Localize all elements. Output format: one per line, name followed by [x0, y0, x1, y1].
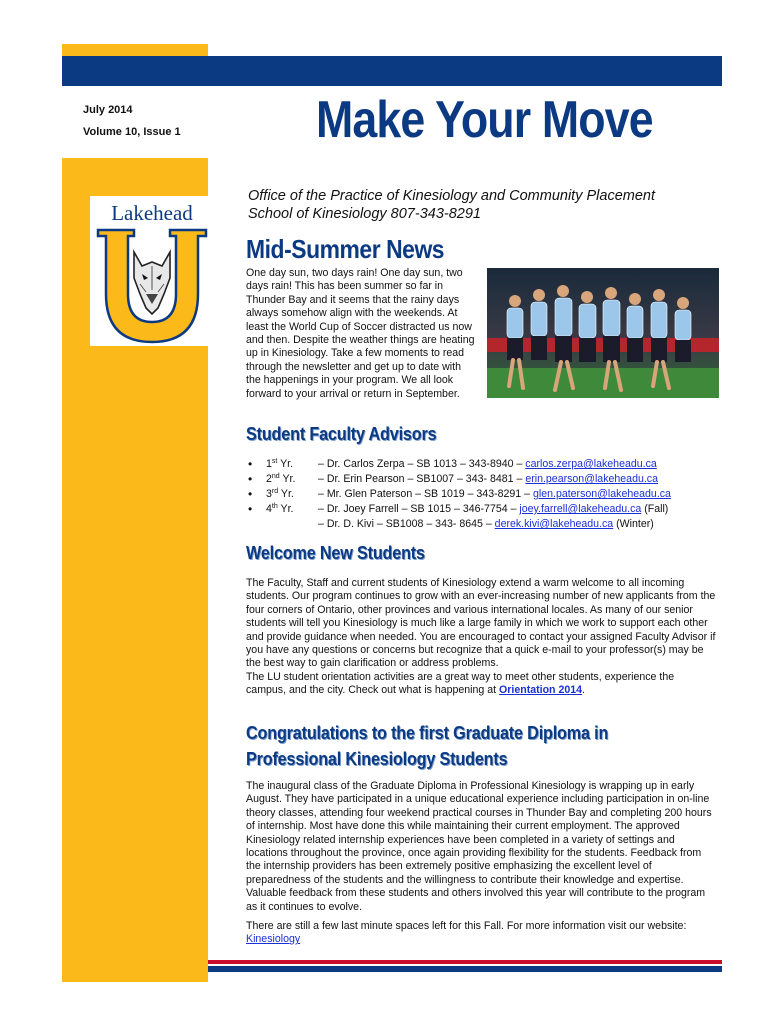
mid-summer-heading: Mid-Summer News — [246, 234, 445, 264]
left-gold-sidebar — [62, 44, 208, 982]
advisor-item: • 3rd Yr. – Mr. Glen Paterson – SB 1019 – 343-8291 – glen.paterson@lakeheadu.ca — [246, 487, 726, 502]
welcome-paragraph: The Faculty, Staff and current students of Kinesiology extend a warm welcome to all incoming students. Our program continues to grow with an ever-increasing number of new applicants from the four corners of Ontario, other provinces and various international locales. As many of our senior students will tell you Kinesiology is much like a large family in which we work to support each other and provide guidance when needed. You are encouraged to contact your assigned Faculty Advisor if you have any questions or concerns but recognize that a quick e-mail to your professor(s) may be the best way to gain clarification or address problems. — [246, 577, 716, 670]
office-info — [248, 187, 655, 223]
issue-volume: Volume 10, Issue 1 — [83, 126, 181, 138]
issue-date: July 2014 — [83, 104, 133, 116]
advisor-item: • 2nd Yr. – Dr. Erin Pearson – SB1007 – 343- 8481 – erin.pearson@lakeheadu.ca — [246, 472, 726, 487]
masthead-info-box — [62, 86, 208, 158]
kinesiology-website-link[interactable]: Kinesiology — [246, 933, 301, 946]
logo-text: Lakehead — [111, 201, 193, 225]
header-blue-bar — [62, 56, 722, 86]
advisor-email-link[interactable]: carlos.zerpa@lakeheadu.ca — [525, 458, 657, 470]
advisor-email-link[interactable]: erin.pearson@lakeheadu.ca — [525, 473, 658, 485]
graduate-body: The inaugural class of the Graduate Diploma in Professional Kinesiology is wrapping up in early August. They have participated in a unique educational experience including participation in on-line theory classes, attending four weekend practical courses in Thunder Bay and completing 200 hours of internship. Most have done this while maintaining their current employment. The approved Kinesiology related internship experiences have been completed in a variety of settings and locations throughout the province, once again providing flexibility for the students. Feedback from the internship providers has been extremely positive emphasizing the excellent level of preparedness of the students and the willingness to contribute their knowledge and expertise. Valuable feedback from these students and others involved this year will contribute to the program as it continues to evolve. — [246, 780, 712, 913]
footer-red-rule — [208, 960, 722, 964]
advisor-email-link[interactable]: glen.paterson@lakeheadu.ca — [532, 488, 671, 500]
soccer-team-photo — [487, 268, 719, 398]
orientation-link[interactable]: Orientation 2014 — [499, 684, 583, 697]
advisor-item-continued: – Dr. D. Kivi – SB1008 – 343- 8645 – derek.kivi@lakeheadu.ca (Winter) — [318, 518, 654, 530]
advisors-list — [246, 457, 726, 532]
advisor-item: • 4th Yr. – Dr. Joey Farrell – SB 1015 – 346-7754 – joey.farrell@lakeheadu.ca (Fall) — [246, 502, 726, 517]
school-phone-line: School of Kinesiology 807-343-8291 — [248, 206, 481, 222]
graduate-more-info: There are still a few last minute spaces left for this Fall. For more information visit our website: Kinesiology — [246, 920, 687, 946]
graduate-heading: Congratulations to the first Graduate Diploma in Professional Kinesiology Students — [246, 723, 609, 769]
lakehead-logo — [90, 196, 214, 346]
advisor-item: • 1st Yr. – Dr. Carlos Zerpa – SB 1013 – 343-8940 – carlos.zerpa@lakeheadu.ca — [246, 457, 726, 472]
footer-blue-rule — [208, 966, 722, 972]
mid-summer-body: One day sun, two days rain! One day sun, two days rain! This has been summer so far in Thunder Bay and it seems that the rainy days always somehow align with the weekends. At least the World Cup of Soccer distracted us now and then. Despite the weather things are heating up in Kinesiology. Take a few moments to read through the newsletter and get up to date with the happenings in your program. We all look forward to your arrival or return in September. — [246, 267, 475, 400]
office-line: Office of the Practice of Kinesiology and Community Placement — [248, 188, 655, 204]
advisors-heading: Student Faculty Advisors — [246, 424, 437, 444]
welcome-body — [246, 577, 716, 698]
newsletter-title: Make Your Move — [316, 91, 653, 149]
advisor-email-link[interactable]: derek.kivi@lakeheadu.ca — [494, 518, 614, 530]
welcome-heading: Welcome New Students — [246, 543, 425, 563]
orientation-paragraph: The LU student orientation activities are a great way to meet other students, experience the campus, and the city. Check out what is happening at Orientation 2014. — [246, 670, 675, 697]
advisor-email-link[interactable]: joey.farrell@lakeheadu.ca — [519, 503, 642, 515]
